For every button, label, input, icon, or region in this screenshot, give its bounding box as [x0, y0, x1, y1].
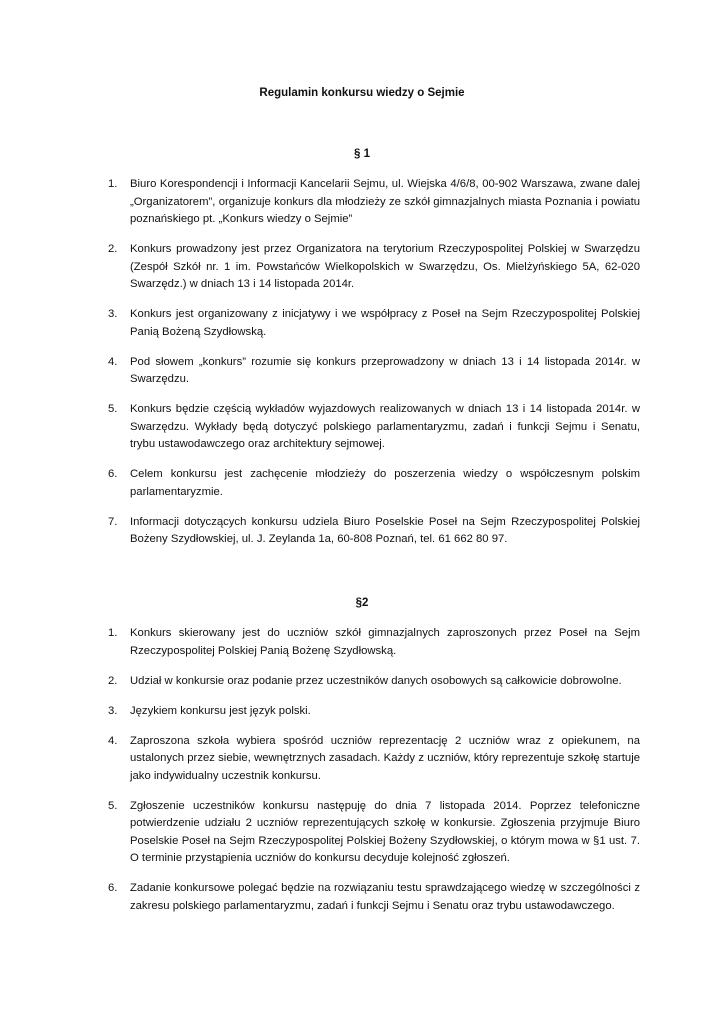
- item-text: Celem konkursu jest zachęcenie młodzieży do poszerzenia wiedzy o współczesnym polskim parlamentaryzmie.: [130, 468, 640, 498]
- section-2-list: [108, 625, 640, 928]
- list-item: [108, 880, 640, 915]
- item-text: Językiem konkursu jest język polski.: [130, 704, 311, 717]
- item-text: Pod słowem „konkurs” rozumie się konkurs przeprowadzony w dniach 13 i 14 listopada 2014r. w Swarzędzu.: [130, 355, 640, 385]
- document-title: Regulamin konkursu wiedzy o Sejmie: [259, 87, 465, 99]
- list-item: [108, 466, 640, 501]
- item-text: Zaproszona szkoła wybiera spośród uczniów reprezentację 2 uczniów wraz z opiekunem, na ustalonych przez siebie, wewnętrznych zasadach. Każdy z uczniów, który reprezentuje szkołę startuje jako indywidualny uczestnik konkursu.: [130, 734, 640, 782]
- item-number: 3.: [108, 704, 118, 717]
- item-number: 1.: [108, 178, 118, 190]
- list-item: [108, 354, 640, 389]
- item-text: Konkurs skierowany jest do uczniów szkół gimnazjalnych zaproszonych przez Poseł na Sejm Rzeczypospolitej Polskiej Panią Bożenę Szydłowską.: [130, 627, 640, 657]
- list-item: [108, 176, 640, 229]
- item-number: 3.: [108, 308, 118, 320]
- list-item: [108, 625, 640, 660]
- list-item: [108, 798, 640, 868]
- item-number: 2.: [108, 674, 118, 687]
- list-item: [108, 514, 640, 549]
- item-text: Biuro Korespondencji i Informacji Kancelarii Sejmu, ul. Wiejska 4/6/8, 00-902 Warszawa, zwane dalej „Organizatorem”, organizuje konkurs dla młodzieży ze szkół gimnazjalnych miasta Poznania i powiatu poznańskiego pt. „Konkurs wiedzy o Sejmie”: [130, 178, 640, 225]
- list-item: [108, 733, 640, 786]
- item-number: 6.: [108, 882, 118, 894]
- list-item: [108, 703, 640, 721]
- item-text: Udział w konkursie oraz podanie przez uczestników danych osobowych są całkowicie dobrowolne.: [130, 674, 622, 687]
- list-item: [108, 306, 640, 341]
- item-text: Informacji dotyczących konkursu udziela Biuro Poselskie Poseł na Sejm Rzeczypospolitej Polskiej Bożeny Szydłowskiej, ul. J. Zeylanda 1a, 60-808 Poznań, tel. 61 662 80 97.: [130, 515, 640, 545]
- item-number: 6.: [108, 468, 118, 480]
- item-number: 4.: [108, 355, 118, 368]
- section-2-heading: §2: [355, 597, 369, 609]
- item-text: Konkurs jest organizowany z inicjatywy i we współpracy z Poseł na Sejm Rzeczypospolitej Polskiej Panią Bożeną Szydłowską.: [130, 308, 640, 338]
- list-item: [108, 241, 640, 294]
- item-number: 5.: [108, 799, 118, 812]
- item-number: 4.: [108, 734, 118, 747]
- item-number: 7.: [108, 515, 118, 528]
- item-text: Konkurs prowadzony jest przez Organizatora na terytorium Rzeczypospolitej Polskiej w Swarzędzu (Zespół Szkół nr. 1 im. Powstańców Wielkopolskich w Swarzędzu, Os. Mielżyńskiego 5A, 62-020 Swarzędz.) w dniach 13 i 14 listopada 2014r.: [130, 243, 640, 290]
- item-number: 1.: [108, 627, 118, 639]
- section-1-list: [108, 176, 640, 561]
- item-text: Konkurs będzie częścią wykładów wyjazdowych realizowanych w dniach 13 i 14 listopada 2014r. w Swarzędzu. Wykłady będą dotyczyć polskiego parlamentaryzmu, zadań i funkcji Sejmu i Senatu, trybu ustawodawczego oraz architektury sejmowej.: [130, 403, 640, 450]
- section-1-heading: § 1: [354, 148, 370, 160]
- item-number: 5.: [108, 403, 118, 415]
- list-item: [108, 401, 640, 454]
- item-number: 2.: [108, 243, 118, 255]
- item-text: Zgłoszenie uczestników konkursu następuję do dnia 7 listopada 2014. Poprzez telefoniczne potwierdzenie udziału 2 uczniów reprezentujących szkołę w konkursie. Zgłoszenia przyjmuje Biuro Poselskie Poseł na Sejm Rzeczypospolitej Polskiej Bożeny Szydłowskiej, o którym mowa w §1 ust. 7. O terminie przystąpienia uczniów do konkursu decyduje kolejność zgłoszeń.: [130, 799, 640, 864]
- item-text: Zadanie konkursowe polegać będzie na rozwiązaniu testu sprawdzającego wiedzę w szczególności z zakresu polskiego parlamentaryzmu, zadań i funkcji Sejmu i Senatu oraz trybu ustawodawczego.: [130, 882, 640, 912]
- list-item: [108, 673, 640, 691]
